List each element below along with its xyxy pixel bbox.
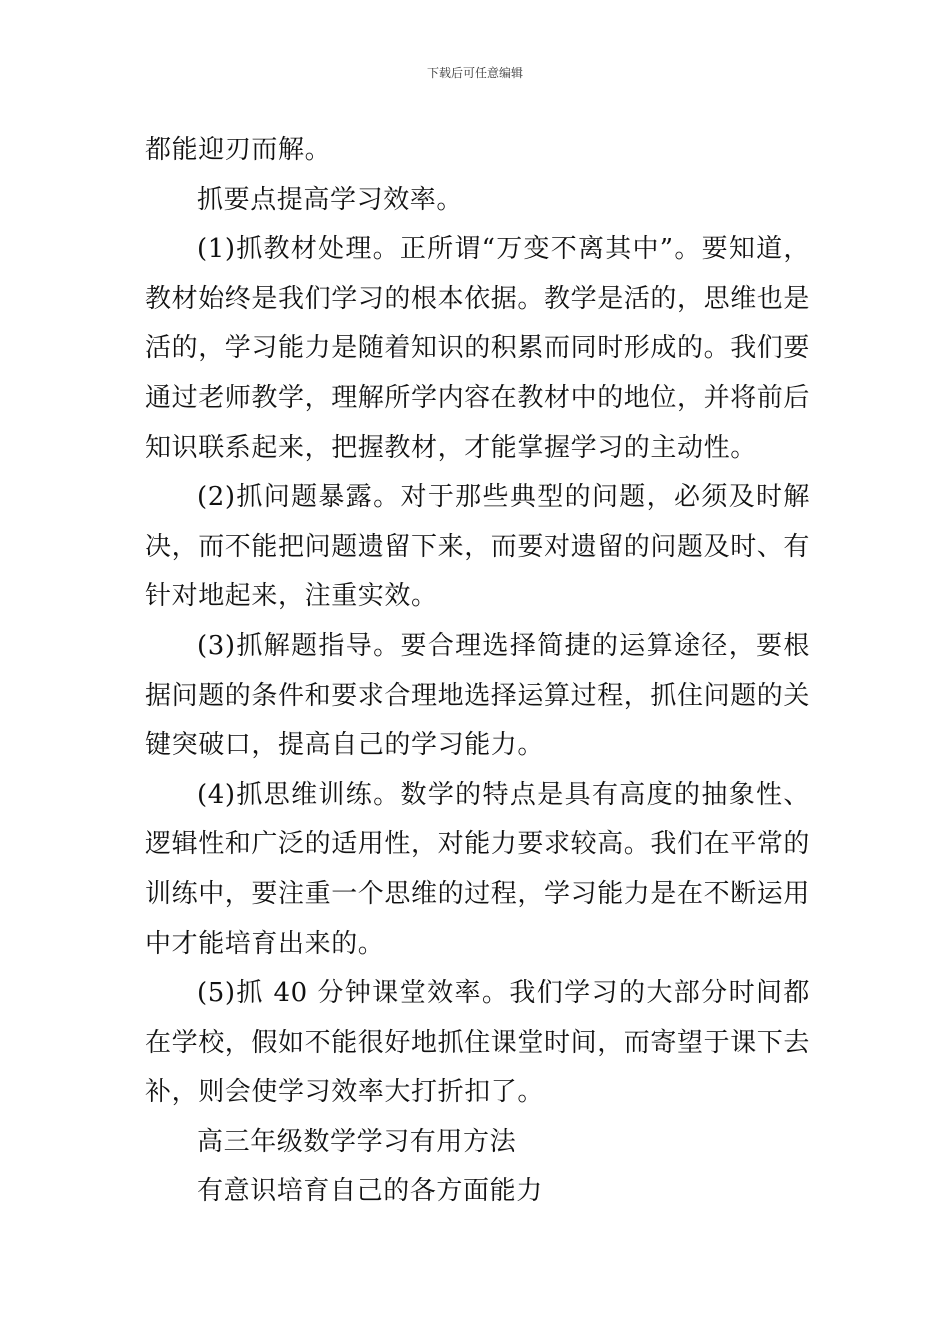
page-header: 下载后可任意编辑: [426, 66, 523, 80]
section-heading: 高三年级数学学习有用方法: [197, 1126, 517, 1157]
document-body: [145, 126, 810, 1217]
paragraph-textbook: (1)抓教材处理。正所谓“万变不离其中”。要知道，教材始终是我们学习的根本依据。教学是活的，思维也是活的，学习能力是随着知识的积累而同时形成的。我们要通过老师教学，理解所学内容在教材中的地位，并将前后知识联系起来，把握教材，才能掌握学习的主动性。: [145, 234, 811, 463]
paragraph-solving-guidance: (3)抓解题指导。要合理选择简捷的运算途径，要根据问题的条件和要求合理地选择运算过程，抓住问题的关键突破口，提高自己的学习能力。: [145, 630, 811, 761]
paragraph-class-efficiency: (5)抓 40 分钟课堂效率。我们学习的大部分时间都在学校，假如不能很好地抓住课堂时间，而寄望于课下去补，则会使学习效率大打折扣了。: [145, 978, 811, 1108]
sub-heading: 有意识培育自己的各方面能力: [197, 1176, 543, 1207]
paragraph-thinking-training: (4)抓思维训练。数学的特点是具有高度的抽象性、逻辑性和广泛的适用性，对能力要求较高。我们在平常的训练中，要注重一个思维的过程，学习能力是在不断运用中才能培育出来的。: [145, 779, 811, 959]
paragraph-key-points: 抓要点提高学习效率。: [197, 184, 464, 215]
paragraph-problems: (2)抓问题暴露。对于那些典型的问题，必须及时解决，而不能把问题遗留下来，而要对遗留的问题及时、有针对地起来，注重实效。: [145, 482, 811, 612]
paragraph-continuation: 都能迎刃而解。: [145, 135, 332, 165]
